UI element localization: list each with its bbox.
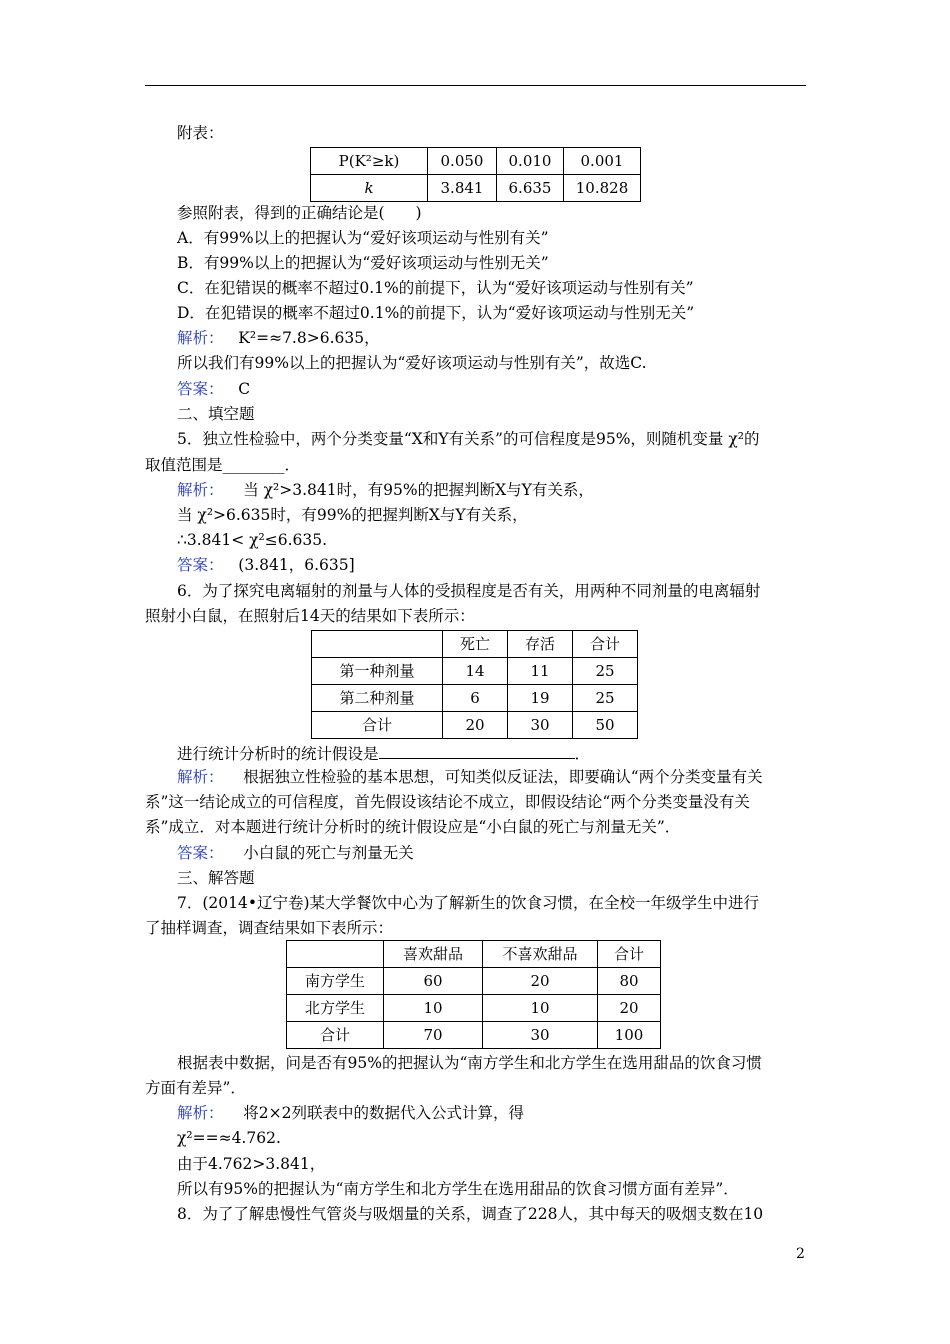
answer-blank [379,742,575,759]
cell: 25 [573,658,638,685]
prob-cell: 0.001 [564,148,641,175]
table-row [312,658,638,685]
q6-line1: 6．为了探究电离辐射的剂量与人体的受损程度是否有关，用两种不同剂量的电离辐射 [177,582,761,600]
q4-option-d: D．在犯错误的概率不超过0.1%的前提下，认为“爱好该项运动与性别无关” [177,304,695,322]
table-row [287,1022,661,1049]
q5-analysis [177,480,847,500]
q7-question-1: 根据表中数据，问是否有95%的把握认为“南方学生和北方学生在选用甜品的饮食习惯 [177,1054,762,1072]
table-row [287,995,661,1022]
cell: 70 [384,1022,483,1049]
q5-answer [177,555,847,575]
table-row [312,685,638,712]
header-cell: 喜欢甜品 [384,941,483,968]
q6-answer [177,843,847,863]
analysis-text: 根据独立性检验的基本思想，可知类似反证法，即要确认“两个分类变量有关 [243,768,763,786]
q6-analysis [177,767,847,787]
q6-analysis-3: 系”成立．对本题进行统计分析时的统计假设应是“小白鼠的死亡与剂量无关”． [145,818,681,836]
q4-analysis [177,328,847,348]
answer-text: 小白鼠的死亡与剂量无关 [243,844,414,862]
row-label: 合计 [312,712,443,739]
q6-prompt: 进行统计分析时的统计假设是 ． [177,742,847,764]
prompt-text: 进行统计分析时的统计假设是 [177,745,379,763]
q7-line2: 了抽样调查，调查结果如下表所示： [145,919,394,937]
k-label-cell: k [311,175,428,202]
q4-option-b: B．有99%以上的把握认为“爱好该项运动与性别无关” [177,254,549,272]
radiation-table [311,630,638,739]
cell: 80 [598,968,661,995]
analysis-label: 解析： [177,329,224,347]
q4-option-c: C．在犯错误的概率不超过0.1%的前提下，认为“爱好该项运动与性别有关” [177,279,694,297]
analysis-label: 解析： [177,481,224,499]
analysis-label: 解析： [177,1104,224,1122]
cell: 10 [483,995,598,1022]
section-fill-in: 二、填空题 [177,405,255,423]
cell: 20 [598,995,661,1022]
q5-line1: 5．独立性检验中，两个分类变量“X和Y有关系”的可信程度是95%，则随机变量 χ²的 [177,430,760,448]
cell: 50 [573,712,638,739]
dessert-table [286,940,661,1049]
q4-conclusion: 所以我们有99%以上的把握认为“爱好该项运动与性别有关”，故选C. [177,354,647,372]
cell: 30 [508,712,573,739]
table-row [312,712,638,739]
cell: 14 [443,658,508,685]
k-value-cell: 3.841 [428,175,497,202]
q7-question-2: 方面有差异”． [145,1079,246,1097]
header-cell: 合计 [598,941,661,968]
section-solve: 三、解答题 [177,869,255,887]
header-rule [145,85,806,86]
q4-answer [177,379,847,399]
answer-label: 答案： [177,844,224,862]
header-cell [287,941,384,968]
q4-option-a: A．有99%以上的把握认为“爱好该项运动与性别有关” [177,229,549,247]
q5-line2: 取值范围是________． [145,456,301,474]
analysis-text: 将2×2列联表中的数据代入公式计算，得 [243,1104,524,1122]
cell: 60 [384,968,483,995]
q7-analysis-3: 由于4.762>3.841， [177,1155,326,1173]
cell: 25 [573,685,638,712]
cell: 11 [508,658,573,685]
prob-cell: 0.010 [497,148,564,175]
q6-line2: 照射小白鼠，在照射后14天的结果如下表所示： [145,607,475,625]
row-label: 第一种剂量 [312,658,443,685]
critical-value-table [310,147,641,202]
q5-analysis-2: 当 χ²>6.635时，有99%的把握判断X与Y有关系， [177,506,528,524]
answer-text: C [238,380,251,398]
answer-text: (3.841，6.635] [238,556,355,574]
header-cell: 合计 [573,631,638,658]
header-cell: 死亡 [443,631,508,658]
cell: 6 [443,685,508,712]
q7-analysis-4: 所以有95%的把握认为“南方学生和北方学生在选用甜品的饮食习惯方面有差异”． [177,1180,739,1198]
q7-analysis-2: χ²==≈4.762. [177,1129,281,1147]
answer-label: 答案： [177,556,224,574]
q5-analysis-3: ∴3.841< χ²≤6.635. [177,531,328,549]
prob-cell: 0.050 [428,148,497,175]
header-cell: P(K²≥k) [311,148,428,175]
appendix-label: 附表： [177,124,224,142]
cell: 10 [384,995,483,1022]
answer-label: 答案： [177,380,224,398]
table-row [287,968,661,995]
row-label: 第二种剂量 [312,685,443,712]
header-cell: 存活 [508,631,573,658]
cell: 100 [598,1022,661,1049]
row-label: 南方学生 [287,968,384,995]
analysis-text: K²=≈7.8>6.635， [238,329,380,347]
q7-analysis [177,1103,847,1123]
cell: 30 [483,1022,598,1049]
header-cell: 不喜欢甜品 [483,941,598,968]
k-value-cell: 10.828 [564,175,641,202]
cell: 20 [483,968,598,995]
q6-analysis-2: 系”这一结论成立的可信程度，首先假设该结论不成立，即假设结论“两个分类变量没有关 [145,793,750,811]
cell: 19 [508,685,573,712]
cell: 20 [443,712,508,739]
q8-line1: 8．为了了解患慢性气管炎与吸烟量的关系，调查了228人，其中每天的吸烟支数在10 [177,1205,764,1223]
k-value-cell: 6.635 [497,175,564,202]
row-label: 合计 [287,1022,384,1049]
analysis-text: 当 χ²>3.841时，有95%的把握判断X与Y有关系， [243,481,594,499]
page-number: 2 [796,1246,805,1262]
header-cell [312,631,443,658]
q7-line1: 7．(2014•辽宁卷)某大学餐饮中心为了解新生的饮食习惯，在全校一年级学生中进行 [177,894,760,912]
row-label: 北方学生 [287,995,384,1022]
q4-prompt: 参照附表，得到的正确结论是( ) [177,204,422,222]
analysis-label: 解析： [177,768,224,786]
